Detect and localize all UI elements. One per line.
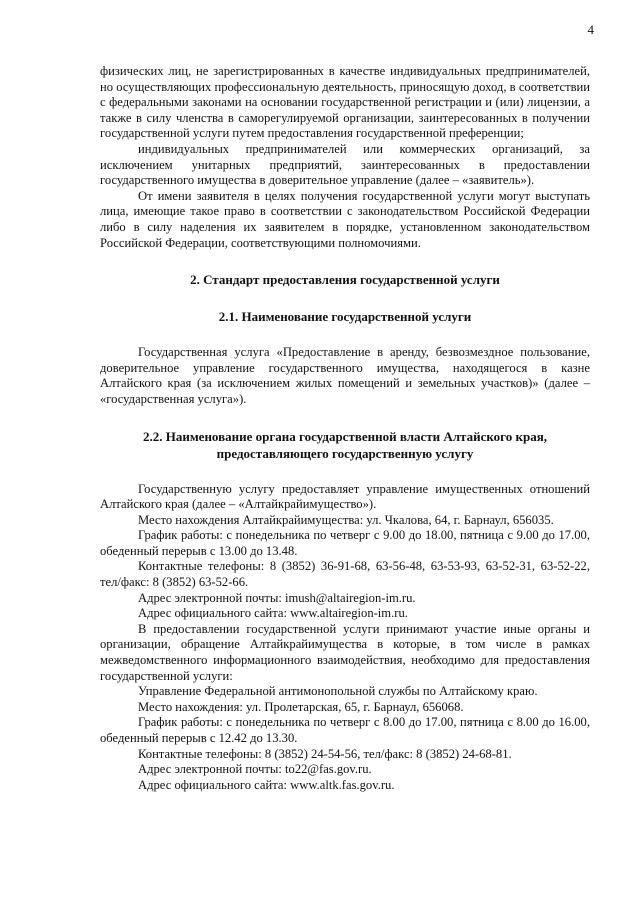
section-2-2-heading-line-2: предоставляющего государственную услугу: [216, 445, 474, 461]
authority-phones: Контактные телефоны: 8 (3852) 36-91-68, 63-56-48, 63-53-93, 63-52-31, 63-52-22, тел/факс: 8 (3852) 63-52-66.: [100, 559, 590, 590]
fas-website: Адрес официального сайта: www.altk.fas.gov.ru.: [138, 777, 395, 792]
fas-email: Адрес электронной почты: to22@fas.gov.ru.: [138, 762, 372, 777]
authority-paragraph: Государственную услугу предоставляет управление имущественных отношений Алтайского края (далее – «Алтайкрайимущество»).: [100, 481, 590, 512]
intro-paragraph-1: физических лиц, не зарегистрированных в качестве индивидуальных предпринимателей, но осуществляющих профессиональную деятельность, приносящую доход, в соответствии с федеральными законами на основании государственной регистрации и (или) лицензии, а также в силу членства в саморегулируемой организации, заинтересованных в получении государственной услуги путем предоставления государственной преференции;: [100, 64, 590, 141]
page-number: 4: [587, 22, 594, 37]
fas-name: Управление Федеральной антимонопольной службы по Алтайскому краю.: [138, 684, 538, 699]
authority-address: Место нахождения Алтайкрайимущества: ул. Чкалова, 64, г. Барнаул, 656035.: [138, 512, 554, 527]
authority-schedule: График работы: с понедельника по четверг с 9.00 до 18.00, пятница с 9.00 до 17.00, обеденный перерыв с 13.00 до 13.48.: [100, 528, 590, 558]
authority-email: Адрес электронной почты: imush@altairegion-im.ru.: [138, 590, 416, 605]
section-2-heading: 2. Стандарт предоставления государственной услуги: [190, 272, 500, 288]
fas-address: Место нахождения: ул. Пролетарская, 65, г. Барнаул, 656068.: [138, 699, 464, 714]
fas-phones: Контактные телефоны: 8 (3852) 24-54-56, тел/факс: 8 (3852) 24-68-81.: [138, 746, 512, 761]
intro-paragraph-3: От имени заявителя в целях получения государственной услуги могут выступать лица, имеющие такое право в соответствии с законодательством Российской Федерации либо в силу наделения их заявителем в порядке, установленном законодательством Российской Федерации, соответствующими полномочиями.: [100, 188, 590, 250]
section-2-2-heading: [100, 428, 590, 462]
section-2-1-text: Государственная услуга «Предоставление в аренду, безвозмездное пользование, доверительное управление государственного имущества, находящегося в казне Алтайского края (за исключением жилых помещений и земельных участков)» (далее – «государственная услуга»).: [100, 345, 590, 406]
section-2-1-heading: 2.1. Наименование государственной услуги: [218, 309, 472, 325]
intro-paragraph-2: индивидуальных предпринимателей или коммерческих организаций, за исключением унитарных предприятий, заинтересованных в предоставлении государственного имущества в доверительное управление (далее – «заявитель»).: [100, 141, 590, 188]
participants-paragraph: В предоставлении государственной услуги принимают участие иные органы и организации, обращение Алтайкрайимущества в которые, в том числе в рамках межведомственного информационного взаимодействия, необходимо для предоставления государственной услуги:: [100, 621, 590, 683]
fas-schedule: График работы: с понедельника по четверг с 8.00 до 17.00, пятница с 8.00 до 16.00, обеденный перерыв с 12.42 до 13.30.: [100, 715, 590, 745]
document-body: [100, 64, 590, 793]
authority-website: Адрес официального сайта: www.altairegion-im.ru.: [138, 606, 408, 621]
section-2-2-heading-line-1: 2.2. Наименование органа государственной власти Алтайского края,: [142, 428, 548, 444]
